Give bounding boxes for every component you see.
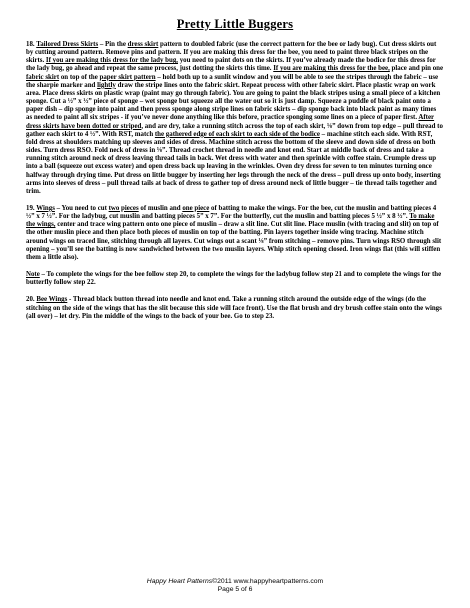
step-19-heading: Wings (36, 204, 55, 212)
step-18-heading: Tailored Dress Skirts (36, 41, 99, 48)
step-18-text: , and are dry, take a running stitch across the top of each skirt, ⅛” down from top edge – pull thread to gather each skirt to 4 ½”. With RST, match (26, 122, 443, 138)
step-18-paragraph (26, 41, 444, 196)
step-19-number: 19. (26, 204, 35, 212)
page-footer (0, 578, 470, 594)
note-heading: Note (26, 271, 40, 279)
step-18-underline: If you are making this dress for the lady bug, (45, 57, 179, 65)
step-20-paragraph (26, 296, 444, 320)
step-18-underline: lightly (97, 81, 116, 89)
page-number: Page 5 of 6 (217, 586, 253, 593)
step-18-underline: paper skirt pattern (99, 73, 156, 81)
step-19-paragraph (26, 205, 444, 262)
step-19-underline: two pieces (108, 204, 139, 212)
footer-credit (0, 578, 470, 586)
step-18-underline: fabric skirt (26, 73, 60, 81)
step-18-text: place and pin one (389, 65, 444, 73)
step-20-number: 20. (26, 296, 35, 304)
step-18-underline: the gathered edge of each skirt to each side of the bodice (154, 130, 320, 138)
step-18-text: – hold both up to a sunlit window and you will be able to see the stripes through the fabric – use the sharpie marker and (26, 73, 439, 89)
step-18-text: you need to paint dots on the skirts. If you’ve already made the bodice for this dress for the lady bug, go ahead and repeat the same process, just dotting the skirts this time. (26, 57, 436, 73)
step-19-text: center and trace wing pattern onto one piece of muslin – draw a slit line. Cut slit line. Place muslin (with tracing and slit) on top of the other muslin piece and then place both pieces of muslin on top of the batting. Pin layers together inside wing tracing. Machine stitch around wings on traced line, stitching through all layers. Cut wings out a scant ⅛” from stitching – remove pins. Turn wings RSO through slit opening – you’ll see the batting is now sandwiched between the two muslin layers. Whip stitch opening closed. Iron wings flat (this will stiffen them a little also). (26, 221, 442, 261)
step-18-text: draw the stripe lines onto the fabric skirt. Repeat process with other fabric skirt. Place plastic wrap on work area. Place dress skirts on plastic wrap (paint may go through fabric). You are going to paint the black stripes using a small piece of a kitchen sponge. Cut a ½” x ½” piece of sponge – wet sponge but squeeze all the water out so it is just damp. Squeeze a puddle of black paint onto a paper dish – dip sponge into paint and then press sponge along stripe lines on fabric skirts – dip sponge back into black paint as many times as needed to paint all six stripes - if you’ve never done anything like this before, practice sponging some lines on a piece of paper first. (26, 81, 441, 122)
page-title: Pretty Little Buggers (176, 17, 294, 31)
note-text: – To complete the wings for the bee follow step 20, to complete the wings for the ladybug follow step 21 and to complete the wings for the butterfly follow step 22. (26, 271, 442, 287)
step-20-heading: Bee Wings (36, 296, 68, 304)
step-19-text: – You need to cut (54, 204, 109, 212)
footer-brand: Happy Heart Patterns (146, 578, 213, 585)
step-18-underline: dress skirt (127, 41, 159, 48)
step-20-text: - Thread black button thread into needle and knot end. Take a running stitch around the outside edge of the wings (do the stitching on the side of the wings that has the slit because this side will face front). Use the flat brush and dry brush coffee stain onto the wings (all over) – let dry. Pin the middle of the wings to the back of your bee. Go to step 23. (26, 296, 442, 320)
step-18-number: 18. (26, 41, 35, 48)
step-18-underline: If you are making this dress for the bee, (273, 65, 390, 73)
step-18-underline: After dress skirts have been dotted or striped (26, 114, 435, 130)
footer-website-link[interactable]: www.happyheartpatterns.com (233, 578, 324, 585)
step-18-text: on top of the (59, 73, 100, 81)
step-19-text: of muslin and (138, 204, 183, 212)
step-19-text: of batting to make the wings. For the bee, cut the muslin and batting pieces 4 ½” x 7 ½”. For the ladybug, cut muslin and batting pieces 5” x 7”. For the butterfly, cut the muslin and batting pieces 5 ½” x 8 ½”. (26, 204, 437, 221)
footer-copyright: ©2011 (212, 578, 232, 585)
note-paragraph (26, 271, 444, 287)
step-19-underline: To make the wings, (26, 213, 435, 229)
step-19-underline: one piece (182, 204, 210, 212)
step-18-text: – Pin the (98, 41, 128, 48)
step-18-text: – machine stitch each side. With RST, fold dress at shoulders matching up sleeves and sides of dress. Machine stitch across the bottom of the sleeve and down side of dress on both sides. Turn dress RSO. Fold neck of dress in ⅛”. Thread crochet thread in needle and knot end. Start at middle back of dress and take a running stitch around neck of dress leaving thread tails in back. Wet dress with water and then sprinkle with coffee stain. Crumple dress up into a ball (squeeze out excess water) and open dress back up leaving in the wrinkles. Oven dry dress for seven to ten minutes turning once halfway through drying time. Put dress on little bugger by inserting her legs through the neck of the dress – pull dress up onto body, inserting arms into sleeves of dress – pull thread tails at back of dress to gather top of dress around neck of little bugger – tie thread tails together and trim. (26, 130, 441, 195)
step-18-text: pattern to doubled fabric (use the correct pattern for the bee or lady bug). Cut dress skirts out by cutting around pattern. Remove pins and pattern. If you are making this dress for the bee, you need to paint three black stripes on the skirts. (26, 41, 437, 65)
